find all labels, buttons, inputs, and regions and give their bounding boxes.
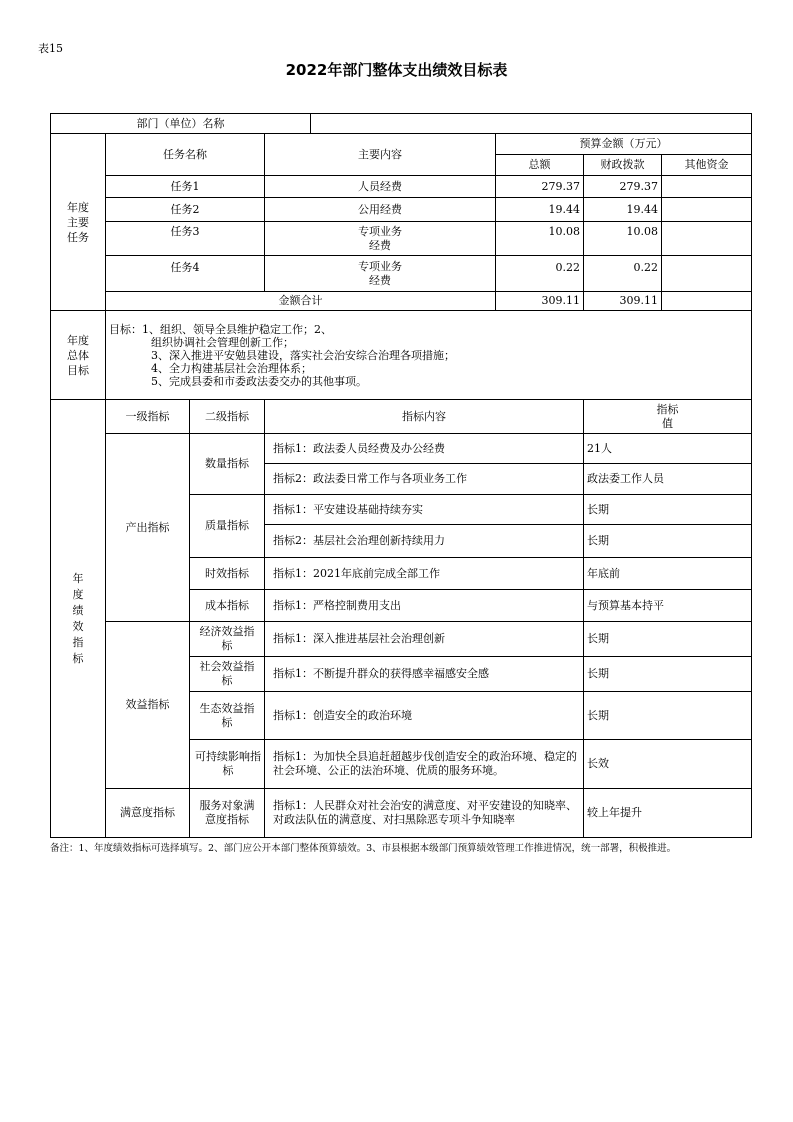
indicator-content: 指标2：政法委日常工作与各项业务工作 (265, 464, 584, 495)
goal-line: 3、深入推进平安勉县建设，落实社会治安综合治理各项措施； (151, 348, 455, 362)
benefit-label: 效益指标 (106, 622, 190, 789)
other-header: 其他资金 (662, 155, 752, 176)
performance-table (50, 113, 752, 838)
eco-label: 生态效益指标 (190, 692, 265, 740)
sum-other (662, 292, 752, 311)
task-other (662, 222, 752, 256)
footnote: 备注：1、年度绩效指标可选择填写。2、部门应公开本部门整体预算绩效。3、市县根据本级部门预算绩效管理工作推进情况，统一部署，积极推进。 (50, 843, 677, 854)
section-indicators-label: 年度绩效指标 (51, 400, 106, 838)
dept-row (51, 114, 752, 134)
indicator-content: 指标1：平安建设基础持续夯实 (265, 495, 584, 525)
indicator-value: 较上年提升 (584, 789, 752, 838)
output-label: 产出指标 (106, 434, 190, 622)
task-total: 0.22 (496, 256, 584, 292)
document-title: 2022年部门整体支出绩效目标表 (285, 61, 508, 79)
task-fiscal: 279.37 (584, 176, 662, 198)
dept-value (311, 114, 752, 134)
task-fiscal: 10.08 (584, 222, 662, 256)
economic-label: 经济效益指标 (190, 622, 265, 657)
content-header: 指标内容 (265, 400, 584, 434)
goal-line: 目标：1、组织、领导全县维护稳定工作；2、 (109, 322, 332, 336)
value-header: 指标值 (584, 400, 752, 434)
satisfaction-label: 满意度指标 (106, 789, 190, 838)
task-row (51, 222, 752, 256)
indicator-content: 指标1：不断提升群众的获得感幸福感安全感 (265, 657, 584, 692)
time-label: 时效指标 (190, 558, 265, 590)
total-header: 总额 (496, 155, 584, 176)
dept-label: 部门（单位）名称 (51, 114, 311, 134)
quantity-label: 数量指标 (190, 434, 265, 495)
indicator-content: 指标1：创造安全的政治环境 (265, 692, 584, 740)
indicator-value: 21人 (584, 434, 752, 464)
task-total: 10.08 (496, 222, 584, 256)
quality-label: 质量指标 (190, 495, 265, 558)
indicator-row (51, 789, 752, 838)
task-name: 任务4 (106, 256, 265, 292)
sustain-label: 可持续影响指标 (190, 740, 265, 789)
task-total: 279.37 (496, 176, 584, 198)
indicator-value: 长期 (584, 657, 752, 692)
indicator-content: 指标1：人民群众对社会治安的满意度、对平安建设的知晓率、对政法队伍的满意度、对扫黑除恶专项斗争知晓率 (265, 789, 584, 838)
indicator-content: 指标1：深入推进基层社会治理创新 (265, 622, 584, 657)
goal-line: 组织协调社会管理创新工作； (151, 335, 294, 349)
social-label: 社会效益指标 (190, 657, 265, 692)
indicator-value: 长期 (584, 622, 752, 657)
indicator-row (51, 622, 752, 657)
task-content: 人员经费 (265, 176, 496, 198)
indicator-value: 年底前 (584, 558, 752, 590)
indicator-value: 长效 (584, 740, 752, 789)
task-row (51, 256, 752, 292)
level1-header: 一级指标 (106, 400, 190, 434)
main-content-header: 主要内容 (265, 134, 496, 176)
level2-header: 二级指标 (190, 400, 265, 434)
task-other (662, 176, 752, 198)
cost-label: 成本指标 (190, 590, 265, 622)
task-row (51, 198, 752, 222)
sum-total: 309.11 (496, 292, 584, 311)
indicator-content: 指标1：为加快全县追赶超越步伐创造安全的政治环境、稳定的社会环境、公正的法治环境、优质的服务环境。 (265, 740, 584, 789)
indicator-value: 长期 (584, 525, 752, 558)
indicator-row (51, 434, 752, 464)
task-other (662, 198, 752, 222)
indicator-value: 政法委工作人员 (584, 464, 752, 495)
section-goals-label: 年度总体目标 (51, 311, 106, 400)
task-name: 任务2 (106, 198, 265, 222)
indicator-value: 与预算基本持平 (584, 590, 752, 622)
task-fiscal: 0.22 (584, 256, 662, 292)
sum-row (51, 292, 752, 311)
indicator-content: 指标1：严格控制费用支出 (265, 590, 584, 622)
task-name-header: 任务名称 (106, 134, 265, 176)
indicator-content: 指标1：2021年底前完成全部工作 (265, 558, 584, 590)
task-header-row (51, 134, 752, 155)
indicator-header-row (51, 400, 752, 434)
task-content: 专项业务经费 (265, 222, 496, 256)
indicator-value: 长期 (584, 692, 752, 740)
form-code: 表15 (38, 42, 63, 55)
goals-row (51, 311, 752, 400)
indicator-content: 指标1：政法委人员经费及办公经费 (265, 434, 584, 464)
fiscal-header: 财政拨款 (584, 155, 662, 176)
task-total: 19.44 (496, 198, 584, 222)
goal-line: 5、完成县委和市委政法委交办的其他事项。 (151, 374, 367, 388)
budget-header: 预算金额（万元） (496, 134, 752, 155)
section-tasks-label: 年度主要任务 (51, 134, 106, 311)
indicator-content: 指标2：基层社会治理创新持续用力 (265, 525, 584, 558)
task-fiscal: 19.44 (584, 198, 662, 222)
task-name: 任务3 (106, 222, 265, 256)
goal-line: 4、全力构建基层社会治理体系； (151, 361, 312, 375)
task-content: 专项业务经费 (265, 256, 496, 292)
task-content: 公用经费 (265, 198, 496, 222)
service-label: 服务对象满意度指标 (190, 789, 265, 838)
sum-fiscal: 309.11 (584, 292, 662, 311)
indicator-value: 长期 (584, 495, 752, 525)
task-row (51, 176, 752, 198)
task-name: 任务1 (106, 176, 265, 198)
goals-content (106, 311, 752, 400)
sum-label: 金额合计 (106, 292, 496, 311)
task-other (662, 256, 752, 292)
